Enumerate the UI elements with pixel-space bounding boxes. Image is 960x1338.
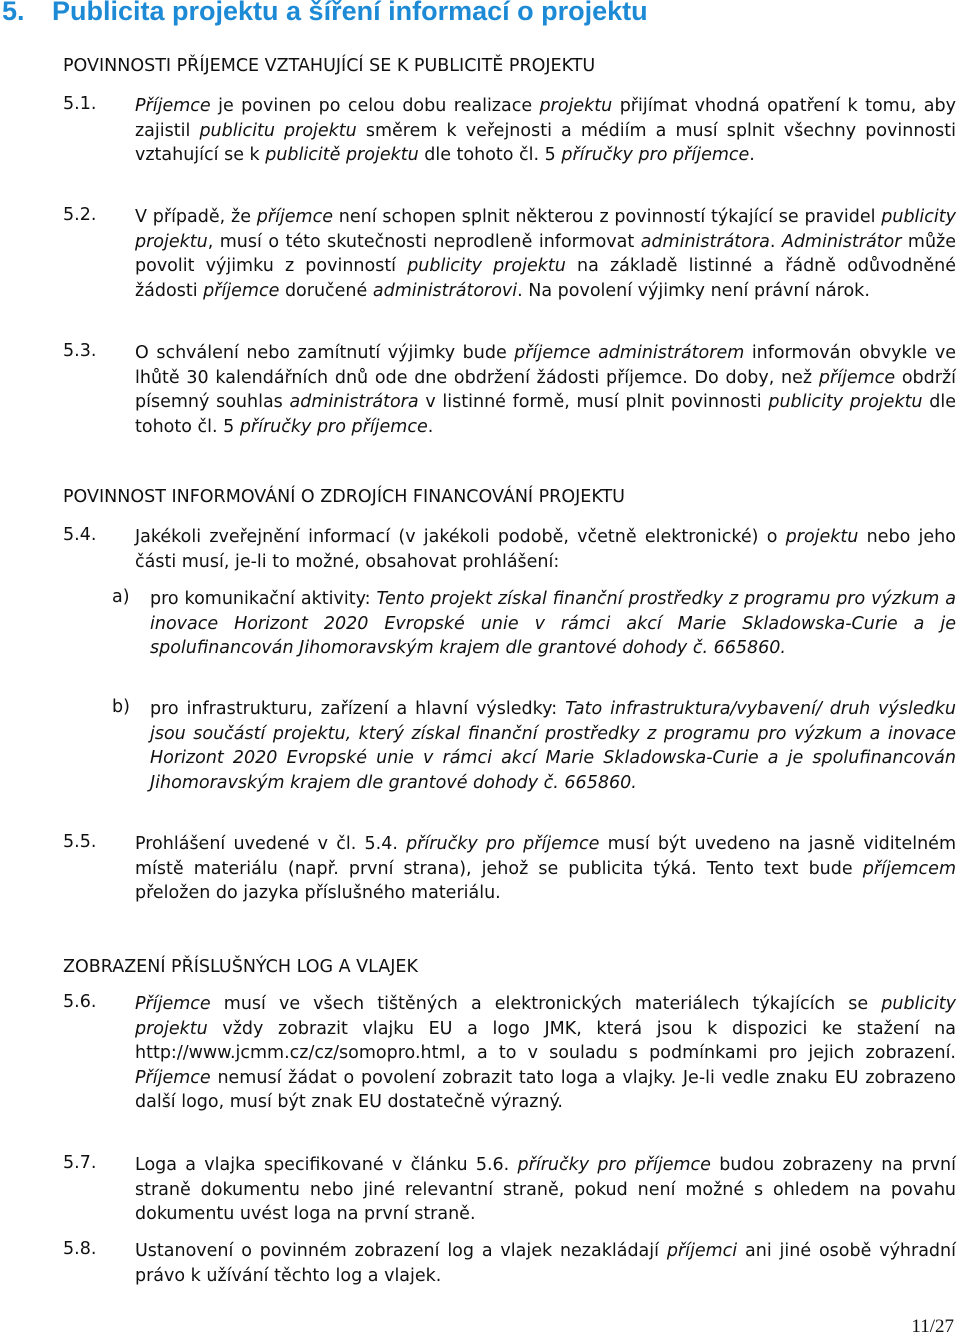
emphasized-text: Tento projekt získal finanční prostředky z programu pro výzkum a inovace Horizont 2020 Evropské unie v rámci akcí Marie Skladowska-Curie a je spolufinancován Jihomoravským krajem dle grantové dohody č. 665860. xyxy=(150,589,956,658)
text-run: . Na povolení výjimky není právní nárok. xyxy=(517,280,870,301)
text-run: doručené xyxy=(279,280,373,301)
text-run: Loga a vlajka specifikované v článku 5.6. xyxy=(135,1155,518,1175)
text-run: přeložen do jazyka příslušného materiálu. xyxy=(135,883,501,903)
text-run: V případě, že xyxy=(135,207,257,227)
section-heading-obligations: POVINNOSTI PŘÍJEMCE VZTAHUJÍCÍ SE K PUBLICITĚ PROJEKTU xyxy=(63,56,596,76)
paragraph-text xyxy=(135,94,956,168)
paragraph-text xyxy=(135,1153,956,1227)
list-marker: b) xyxy=(112,697,130,717)
emphasized-text: projektu xyxy=(539,96,613,116)
text-run: musí ve všech tištěných a elektronických materiálech týkajících se xyxy=(210,994,882,1014)
text-run: v listinné formě, musí plnit povinnosti xyxy=(418,392,769,412)
paragraph-5-5 xyxy=(63,832,956,906)
text-run: Jakékoli zveřejnění informací (v jakékoli podobě, včetně elektronické) o xyxy=(135,527,786,547)
emphasized-text: příručky pro příjemce xyxy=(239,416,428,437)
text-run: na základě listinné a řádně odůvodněné žádosti xyxy=(135,256,956,301)
paragraph-5-1 xyxy=(63,94,956,168)
paragraph-number: 5.6. xyxy=(63,992,97,1012)
text-run: může povolit výjimku z povinností xyxy=(135,231,957,276)
paragraph-number: 5.4. xyxy=(63,525,97,545)
paragraph-5-2 xyxy=(63,205,956,303)
emphasized-text: Příjemce xyxy=(135,1067,211,1088)
emphasized-text: publicity projektu xyxy=(768,392,923,412)
list-item-text xyxy=(150,587,956,661)
text-run: ani jiné osobě výhradní právo k užívání těchto log a vlajek. xyxy=(135,1241,956,1286)
text-run: nebo jeho části musí, je-li to možné, obsahovat prohlášení: xyxy=(135,527,956,572)
text-run: O schválení nebo zamítnutí výjimky bude xyxy=(135,343,515,363)
emphasized-text: Tato infrastruktura/vybavení/ druh výsledku jsou součástí projektu, který získal finanční prostředky z programu pro výzkum a inovace Horizont 2020 Evropské unie v rámci akcí Marie Skladowska-Curie a je spolufinancován Jihomoravským krajem dle grantové dohody č. 665860. xyxy=(150,699,956,793)
list-item-a xyxy=(112,587,956,661)
list-item-text xyxy=(150,697,956,795)
text-run: , musí o této skutečnosti neprodleně informovat xyxy=(207,231,641,252)
text-run: obdrží písemný souhlas xyxy=(135,367,957,412)
emphasized-text: Administrátor xyxy=(781,231,902,252)
paragraph-number: 5.7. xyxy=(63,1153,97,1173)
emphasized-text: administrátorovi xyxy=(372,280,518,301)
emphasized-text: publicitu projektu xyxy=(199,120,357,141)
paragraph-5-6 xyxy=(63,992,956,1115)
emphasized-text: příjemce xyxy=(256,207,333,227)
emphasized-text: příjemcem xyxy=(862,858,956,879)
text-run: přijímat vhodná opatření k tomu, aby zajistil xyxy=(135,96,956,141)
section-heading-logos: ZOBRAZENÍ PŘÍSLUŠNÝCH LOG A VLAJEK xyxy=(63,957,418,977)
emphasized-text: publicity projektu xyxy=(407,256,566,276)
paragraph-text xyxy=(135,525,956,574)
text-run: není schopen splnit některou z povinností týkající se pravidel xyxy=(333,207,882,227)
text-run: musí být uvedeno na jasně viditelném místě materiálu (např. první strana), jehož se publicita týká. Tento text bude xyxy=(135,834,956,879)
paragraph-text xyxy=(135,832,956,906)
chapter-heading xyxy=(2,0,648,27)
paragraph-5-7 xyxy=(63,1153,956,1227)
emphasized-text: příjemce administrátorem xyxy=(514,343,745,363)
emphasized-text: příjemci xyxy=(666,1241,738,1261)
text-run: Prohlášení uvedené v čl. 5.4. xyxy=(135,834,407,854)
emphasized-text: Příjemce xyxy=(135,994,211,1014)
text-run: . xyxy=(749,145,755,165)
emphasized-text: Příjemce xyxy=(135,96,211,116)
text-run: budou zobrazeny na první straně dokumentu nebo jiné relevantní straně, pokud není možné s ohledem na povahu dokumentu uvést loga na první straně. xyxy=(135,1155,957,1224)
emphasized-text: publicity projektu xyxy=(135,994,956,1039)
text-run: dle tohoto čl. 5 xyxy=(135,392,956,437)
paragraph-number: 5.8. xyxy=(63,1239,97,1259)
paragraph-number: 5.1. xyxy=(63,94,97,114)
text-run: dle tohoto čl. 5 xyxy=(418,145,562,165)
list-marker: a) xyxy=(112,587,130,607)
paragraph-text xyxy=(135,1239,956,1288)
paragraph-number: 5.3. xyxy=(63,341,97,361)
paragraph-number: 5.2. xyxy=(63,205,97,225)
emphasized-text: publicitě projektu xyxy=(265,145,419,165)
emphasized-text: příručky pro příjemce xyxy=(517,1155,711,1175)
paragraph-number: 5.5. xyxy=(63,832,97,852)
text-run: pro komunikační aktivity: xyxy=(150,589,377,609)
text-run: informován obvykle ve lhůtě 30 kalendářních dnů ode dne obdržení žádosti příjemce. Do doby, než xyxy=(135,343,956,388)
emphasized-text: příručky pro příjemce xyxy=(561,145,750,165)
paragraph-5-4 xyxy=(63,525,956,574)
emphasized-text: administrátora xyxy=(640,231,770,252)
paragraph-text xyxy=(135,992,956,1115)
paragraph-text xyxy=(135,341,956,439)
chapter-title: Publicita projektu a šíření informací o projektu xyxy=(52,0,648,26)
emphasized-text: projektu xyxy=(785,527,859,547)
text-run: . xyxy=(427,416,434,437)
emphasized-text: příjemce xyxy=(203,280,280,301)
text-run: pro infrastrukturu, zařízení a hlavní výsledky: xyxy=(150,699,566,719)
section-heading-funding: POVINNOST INFORMOVÁNÍ O ZDROJÍCH FINANCOVÁNÍ PROJEKTU xyxy=(63,487,625,507)
emphasized-text: příručky pro příjemce xyxy=(406,834,600,854)
text-run: směrem k veřejnosti a médiím a musí splnit všechny povinnosti vztahující se k xyxy=(135,120,956,165)
emphasized-text: publicity projektu xyxy=(135,207,956,252)
paragraph-5-8 xyxy=(63,1239,956,1288)
paragraph-5-3 xyxy=(63,341,956,439)
emphasized-text: příjemce xyxy=(818,367,896,388)
list-item-b xyxy=(112,697,956,795)
text-run: je povinen po celou dobu realizace xyxy=(210,96,540,116)
emphasized-text: administrátora xyxy=(289,392,419,412)
text-run: . xyxy=(769,231,782,252)
chapter-number: 5. xyxy=(2,0,25,26)
text-run: vždy zobrazit vlajku EU a logo JMK, která jsou k dispozici ke stažení na http://www.jcmm.cz/cz/somopro.html, a to v souladu s podmínkami pro jejich zobrazení. xyxy=(135,1018,956,1063)
paragraph-text xyxy=(135,205,956,303)
page-number: 11/27 xyxy=(911,1316,954,1337)
text-run: nemusí žádat o povolení zobrazit tato loga a vlajky. Je-li vedle znaku EU zobrazeno další logo, musí být znak EU dostatečně výrazný. xyxy=(135,1067,956,1112)
text-run: Ustanovení o povinném zobrazení log a vlajek nezakládají xyxy=(135,1241,667,1261)
